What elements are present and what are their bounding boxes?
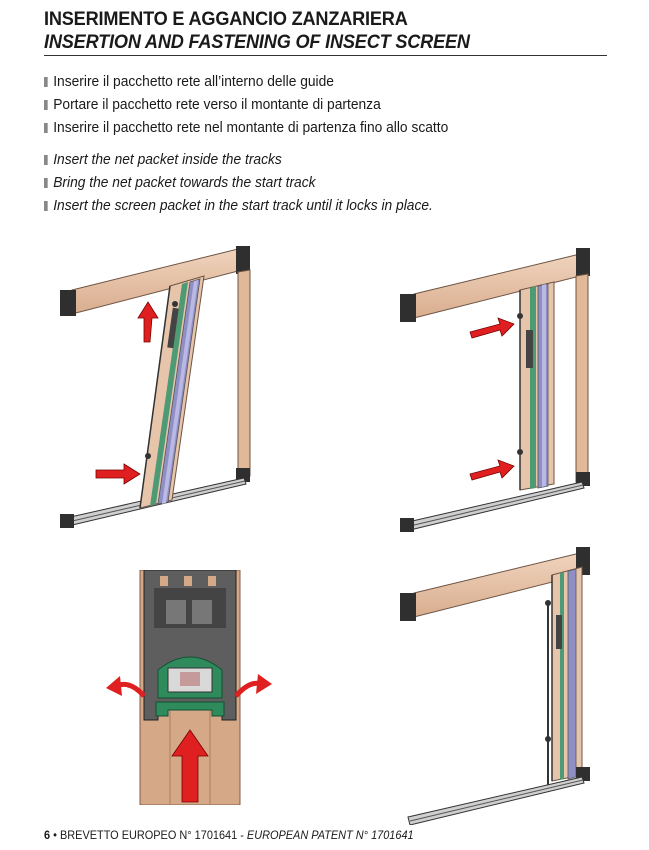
footer-separator: • bbox=[50, 830, 60, 842]
step-it-2-text: Portare il pacchetto rete verso il montante di partenza bbox=[53, 96, 381, 113]
bullet-icon bbox=[44, 155, 48, 165]
figure-3-section-detail bbox=[100, 570, 280, 805]
figure-4-locked bbox=[396, 545, 606, 825]
step-it-2 bbox=[44, 93, 448, 116]
title-english: INSERTION AND FASTENING OF INSECT SCREEN bbox=[44, 31, 470, 53]
bullet-icon bbox=[44, 178, 48, 188]
step-en-3-text: Insert the screen packet in the start track until it locks in place. bbox=[53, 197, 433, 214]
bullet-icon bbox=[44, 100, 48, 110]
arrow-curve-left-icon bbox=[106, 676, 144, 696]
steps-english-list bbox=[44, 148, 467, 217]
step-it-1-text: Inserire il pacchetto rete all’interno delle guide bbox=[53, 73, 334, 90]
steps-italian-list bbox=[44, 70, 483, 139]
footer bbox=[44, 830, 414, 842]
bullet-icon bbox=[44, 123, 48, 133]
step-en-1-text: Insert the net packet inside the tracks bbox=[53, 151, 282, 168]
arrow-right-bottom-icon bbox=[470, 460, 514, 480]
arrow-right-top-icon bbox=[470, 318, 514, 338]
patent-italian: BREVETTO EUROPEO N° 1701641 - bbox=[59, 830, 247, 842]
figure-2-packet-move bbox=[396, 238, 606, 538]
arrow-right-icon bbox=[96, 464, 140, 484]
step-en-2 bbox=[44, 171, 433, 194]
step-it-3 bbox=[44, 116, 448, 139]
patent-english: EUROPEAN PATENT N° 1701641 bbox=[246, 830, 414, 842]
bullet-icon bbox=[44, 201, 48, 211]
arrow-curve-right-icon bbox=[236, 674, 272, 696]
step-en-3 bbox=[44, 194, 433, 217]
title-italian: INSERIMENTO E AGGANCIO ZANZARIERA bbox=[44, 8, 408, 30]
figure-1-tilted-insertion bbox=[44, 238, 266, 538]
step-en-2-text: Bring the net packet towards the start track bbox=[53, 174, 316, 191]
title-divider bbox=[44, 55, 607, 56]
step-en-1 bbox=[44, 148, 433, 171]
step-it-1 bbox=[44, 70, 448, 93]
bullet-icon bbox=[44, 77, 48, 87]
page-number: 6 bbox=[44, 830, 51, 842]
arrow-up-icon bbox=[138, 302, 158, 342]
step-it-3-text: Inserire il pacchetto rete nel montante di partenza fino allo scatto bbox=[53, 119, 449, 136]
